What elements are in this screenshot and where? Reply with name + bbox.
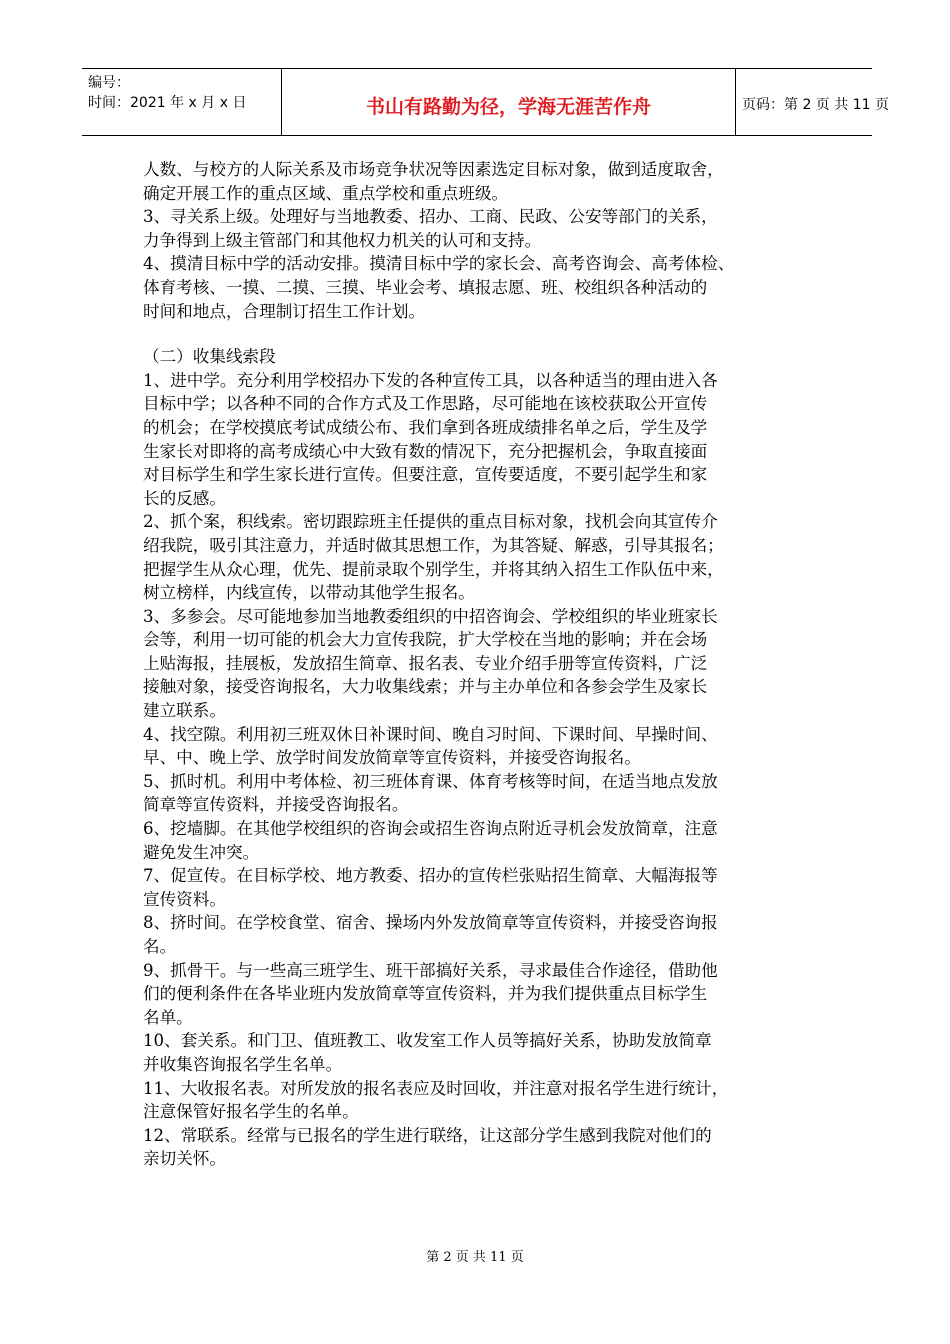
body-text-line: 早、中、晚上学、放学时间发放简章等宣传资料，并接受咨询报名。 <box>143 748 641 768</box>
body-text-line: 7、促宣传。在目标学校、地方教委、招办的宣传栏张贴招生简章、大幅海报等 <box>143 866 718 886</box>
body-text-line: 名单。 <box>143 1007 193 1027</box>
page-header <box>82 68 889 136</box>
body-text-line: 力争得到上级主管部门和其他权力机关的认可和支持。 <box>143 230 542 250</box>
body-text-line: 生家长对即将的高考成绩心中大致有数的情况下，充分把握机会，争取直接面 <box>143 441 708 461</box>
header-page-cell <box>736 69 889 135</box>
body-text-line: 亲切关怀。 <box>143 1149 226 1169</box>
header-motto-cell <box>282 69 736 135</box>
body-text-line: 10、套关系。和门卫、值班教工、收发室工作人员等搞好关系，协助发放简章 <box>143 1031 712 1051</box>
body-text-line: 12、常联系。经常与已报名的学生进行联络，让这部分学生感到我院对他们的 <box>143 1125 712 1145</box>
body-text-line: 目标中学；以各种不同的合作方式及工作思路，尽可能地在该校获取公开宣传 <box>143 394 708 414</box>
body-text-line: 1、进中学。充分利用学校招办下发的各种宣传工具，以各种适当的理由进入各 <box>143 370 718 390</box>
document-date-label: 时间：2021 年 x 月 x 日 <box>88 95 247 111</box>
body-text-line: （二）收集线索段 <box>143 347 276 367</box>
body-text-line: 2、抓个案，积线索。密切跟踪班主任提供的重点目标对象，找机会向其宣传介 <box>143 512 718 532</box>
body-text-line: 避免发生冲突。 <box>143 842 260 862</box>
body-text-line: 9、抓骨干。与一些高三班学生、班干部搞好关系，寻求最佳合作途径，借助他 <box>143 960 718 980</box>
body-text-line: 接触对象，接受咨询报名，大力收集线索；并与主办单位和各参会学生及家长 <box>143 677 708 697</box>
body-text-line: 绍我院，吸引其注意力，并适时做其思想工作，为其答疑、解惑，引导其报名； <box>143 535 724 555</box>
document-body <box>143 158 843 1171</box>
blank-line <box>143 323 843 345</box>
body-text-line: 宣传资料。 <box>143 889 226 909</box>
body-text-line: 树立榜样，内线宣传，以带动其他学生报名。 <box>143 583 475 603</box>
body-text-line: 名。 <box>143 937 177 956</box>
body-text-line: 建立联系。 <box>143 701 226 721</box>
body-text-line: 对目标学生和学生家长进行宣传。但要注意，宣传要适度，不要引起学生和家 <box>143 465 708 485</box>
body-text-line: 的机会；在学校摸底考试成绩公布、我们拿到各班成绩排名单之后，学生及学 <box>143 417 708 437</box>
body-text-line: 8、挤时间。在学校食堂、宿舍、操场内外发放简章等宣传资料，并接受咨询报 <box>143 913 718 933</box>
body-text-line: 确定开展工作的重点区域、重点学校和重点班级。 <box>143 183 509 203</box>
body-text-line: 注意保管好报名学生的名单。 <box>143 1102 359 1122</box>
header-meta-cell <box>82 69 282 135</box>
body-text-line: 6、挖墙脚。在其他学校组织的咨询会或招生咨询点附近寻机会发放简章，注意 <box>143 819 718 839</box>
header-motto: 书山有路勤为径，学海无涯苦作舟 <box>365 96 651 118</box>
body-text-line: 会等，利用一切可能的机会大力宣传我院，扩大学校在当地的影响；并在会场 <box>143 630 708 650</box>
body-text-line: 人数、与校方的人际关系及市场竞争状况等因素选定目标对象，做到适度取舍， <box>143 160 724 179</box>
body-text-line: 时间和地点，合理制订招生工作计划。 <box>143 301 426 321</box>
body-text-line: 3、寻关系上级。处理好与当地教委、招办、工商、民政、公安等部门的关系， <box>143 207 718 227</box>
body-text-line: 并收集咨询报名学生名单。 <box>143 1054 343 1074</box>
body-text-line: 们的便利条件在各毕业班内发放简章等宣传资料，并为我们提供重点目标学生 <box>143 984 708 1004</box>
body-text-line: 简章等宣传资料，并接受咨询报名。 <box>143 795 409 815</box>
body-text-line: 把握学生从众心理，优先、提前录取个别学生，并将其纳入招生工作队伍中来， <box>143 559 724 579</box>
body-text-line: 长的反感。 <box>143 488 226 508</box>
body-text-line: 3、多参会。尽可能地参加当地教委组织的中招咨询会、学校组织的毕业班家长 <box>143 606 718 626</box>
body-text-line: 4、找空隙。利用初三班双休日补课时间、晚自习时间、下课时间、早操时间、 <box>143 724 718 744</box>
body-text-line: 5、抓时机。利用中考体检、初三班体育课、体育考核等时间，在适当地点发放 <box>143 771 718 791</box>
body-text-line: 上贴海报，挂展板，发放招生简章、报名表、专业介绍手册等宣传资料，广泛 <box>143 653 708 673</box>
document-number-label: 编号： <box>88 75 130 91</box>
body-text-line: 4、摸清目标中学的活动安排。摸清目标中学的家长会、高考咨询会、高考体检、 <box>143 254 735 274</box>
body-text-line: 体育考核、一摸、二摸、三摸、毕业会考、填报志愿、班、校组织各种活动的 <box>143 277 708 297</box>
page-footer: 第 2 页 共 11 页 <box>426 1250 524 1265</box>
body-text-line: 11、大收报名表。对所发放的报名表应及时回收，并注意对报名学生进行统计， <box>143 1078 729 1098</box>
header-page-code: 页码：第 2 页 共 11 页 <box>742 97 889 113</box>
